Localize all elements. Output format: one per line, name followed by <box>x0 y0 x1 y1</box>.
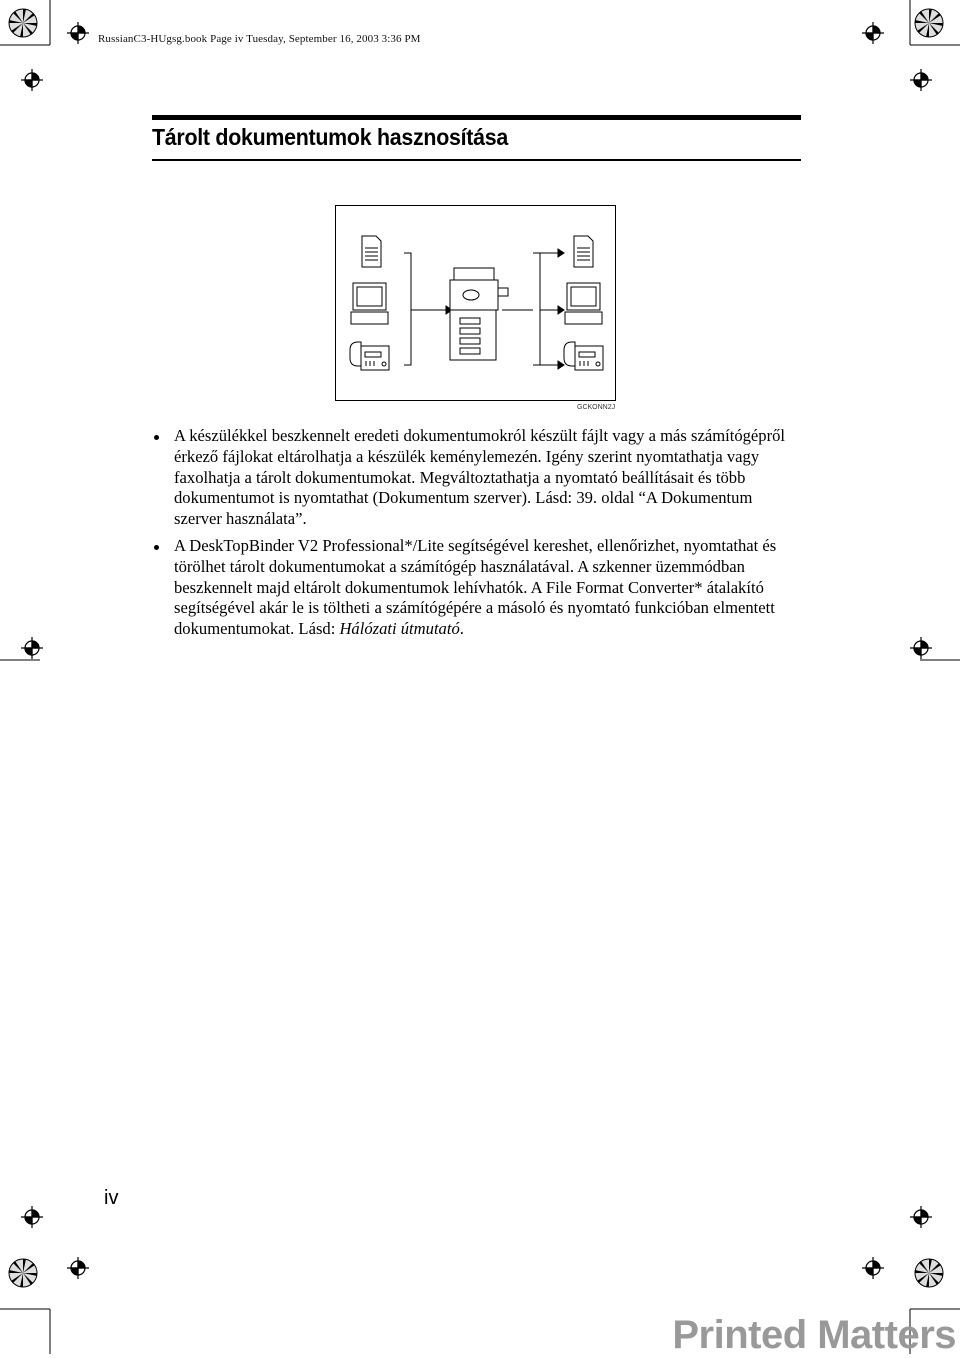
figure-code: GCKONN2J <box>577 404 616 411</box>
fax-icon <box>564 342 603 370</box>
copier-icon <box>450 268 508 360</box>
title-rule-bottom <box>152 159 801 161</box>
book-header-line: RussianC3-HUgsg.book Page iv Tuesday, September 16, 2003 3:36 PM <box>98 33 421 45</box>
reference-title: Hálózati útmutató <box>339 619 460 639</box>
illustration-drawing <box>336 206 615 400</box>
document-icon <box>574 236 593 267</box>
document-icon <box>362 236 381 267</box>
document-server-illustration <box>335 205 616 401</box>
page-number: iv <box>104 1187 119 1209</box>
computer-icon <box>351 283 388 324</box>
section-title: Tárolt dokumentumok hasznosítása <box>152 124 508 150</box>
bullet-text: A DeskTopBinder V2 Professional*/Lite segítségével kereshet, ellenőrizhet, nyomtathat és törölhet tárolt dokumentumokat a számítógép használatával. A szkenner üzemmódban beszkennelt majd eltárolt dokumentumok lehívhatók. A File Format Converter* átalakító segítségével akár le is töltheti a számítógépére a másoló és nyomtató funkcióban elmentett dokumentumokat. Lásd: <box>174 535 777 639</box>
computer-icon <box>565 283 602 324</box>
bullet-list <box>152 426 802 646</box>
fax-icon <box>350 342 389 370</box>
bullet-item <box>152 426 802 530</box>
title-rule-top <box>152 115 801 120</box>
bullet-item <box>152 536 802 640</box>
bullet-text-end: . <box>459 619 464 639</box>
bullet-text: A készülékkel beszkennelt eredeti dokumentumokról készült fájlt vagy a más számítógépről érkező fájlokat eltárolhatja a készülék keménylemezén. Igény szerint nyomtathatja vagy faxolhatja a tárolt dokumentumokat. Megváltoztathatja a nyomtató beállításait és több dokumentumot is nyomtathat (Dokumentum szerver). Lásd: 39. oldal “A Dokumentum szerver használata”. <box>174 426 786 529</box>
watermark: Printed Matters <box>672 1313 956 1357</box>
bullet-dot <box>154 435 159 440</box>
bullet-dot <box>154 545 159 550</box>
